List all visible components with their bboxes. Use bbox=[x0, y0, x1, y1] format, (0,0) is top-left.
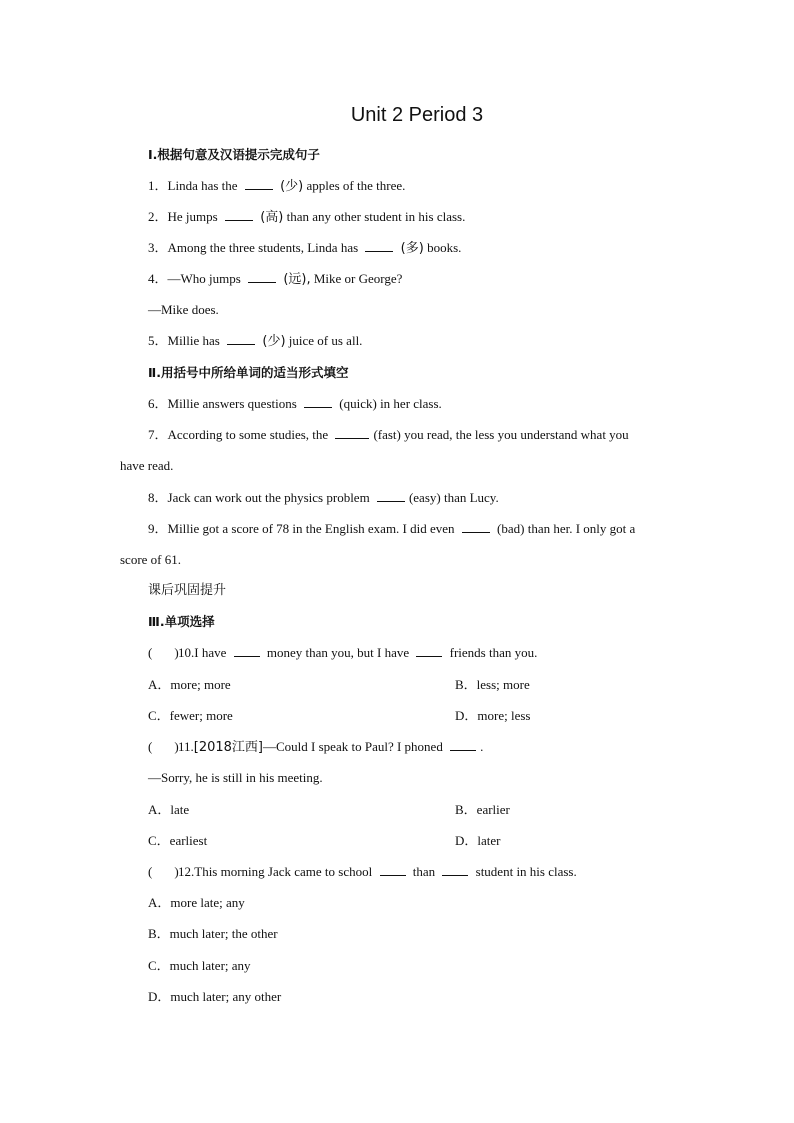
answer-blank[interactable] bbox=[450, 738, 476, 751]
question-10 bbox=[148, 644, 537, 662]
option-d[interactable]: D．more; less bbox=[455, 708, 531, 723]
question-8 bbox=[148, 489, 499, 507]
question-number: 8． bbox=[148, 490, 168, 505]
question-2 bbox=[148, 208, 465, 227]
question-text: Mike or George? bbox=[313, 271, 403, 286]
option-b[interactable]: B．earlier bbox=[455, 802, 510, 817]
question-text: friends than you. bbox=[449, 645, 538, 660]
question-text: Jack can work out the physics problem bbox=[167, 490, 370, 505]
question-number: 6． bbox=[148, 396, 168, 411]
option-a[interactable]: A．late bbox=[148, 802, 190, 817]
question-text: I have bbox=[194, 645, 227, 660]
answer-blank[interactable] bbox=[227, 332, 255, 345]
answer-blank[interactable] bbox=[335, 426, 369, 439]
question-text: Millie got a score of 78 in the English exam. I did even bbox=[167, 521, 455, 536]
question-number: 5． bbox=[148, 333, 168, 348]
hint: (远), bbox=[283, 272, 311, 287]
question-5 bbox=[148, 332, 362, 351]
question-number: 1． bbox=[148, 178, 168, 193]
source-tag: [2018江西] bbox=[193, 740, 264, 755]
question-number: 12. bbox=[178, 864, 195, 879]
question-11 bbox=[148, 738, 483, 757]
question-text: than any other student in his class. bbox=[286, 209, 466, 224]
section-2-heading: Ⅱ.用括号中所给单词的适当形式填空 bbox=[148, 365, 349, 380]
question-7 bbox=[148, 426, 629, 444]
question-11-reply: —Sorry, he is still in his meeting. bbox=[148, 770, 323, 785]
question-7-continued: have read. bbox=[120, 458, 174, 473]
answer-blank[interactable] bbox=[304, 395, 332, 408]
question-text: Millie answers questions bbox=[167, 396, 297, 411]
question-text: He jumps bbox=[167, 209, 218, 224]
section-1-heading: Ⅰ.根据句意及汉语提示完成句子 bbox=[148, 147, 320, 162]
option-a[interactable]: A．more late; any bbox=[148, 895, 245, 910]
answer-paren[interactable]: ( ) bbox=[148, 739, 179, 754]
answer-blank[interactable] bbox=[416, 644, 442, 657]
answer-blank[interactable] bbox=[225, 208, 253, 221]
question-text: According to some studies, the bbox=[167, 427, 329, 442]
question-12 bbox=[148, 863, 577, 881]
hint: (多) bbox=[400, 241, 424, 256]
question-number: 4． bbox=[148, 271, 168, 286]
hint: (少) bbox=[280, 179, 304, 194]
question-text: Among the three students, Linda has bbox=[167, 240, 359, 255]
answer-blank[interactable] bbox=[377, 489, 405, 502]
option-c[interactable]: C．fewer; more bbox=[148, 708, 233, 723]
question-4 bbox=[148, 270, 402, 289]
question-number: 2． bbox=[148, 209, 168, 224]
question-number: 10. bbox=[178, 645, 195, 660]
question-text: . bbox=[480, 739, 484, 754]
question-4-reply: —Mike does. bbox=[148, 302, 219, 317]
answer-blank[interactable] bbox=[365, 239, 393, 252]
page-title: Unit 2 Period 3 bbox=[350, 104, 484, 126]
question-text: This morning Jack came to school bbox=[194, 864, 373, 879]
answer-blank[interactable] bbox=[380, 863, 406, 876]
question-text: —Could I speak to Paul? I phoned bbox=[263, 739, 443, 754]
option-b[interactable]: B．much later; the other bbox=[148, 926, 278, 941]
question-number: 3． bbox=[148, 240, 168, 255]
question-text: Millie has bbox=[167, 333, 220, 348]
answer-blank[interactable] bbox=[234, 644, 260, 657]
option-d[interactable]: D．much later; any other bbox=[148, 989, 282, 1004]
option-c[interactable]: C．much later; any bbox=[148, 958, 251, 973]
answer-blank[interactable] bbox=[248, 270, 276, 283]
answer-blank[interactable] bbox=[442, 863, 468, 876]
question-text: —Who jumps bbox=[167, 271, 241, 286]
question-9 bbox=[148, 520, 635, 538]
answer-paren[interactable]: ( ) bbox=[148, 864, 179, 879]
option-a[interactable]: A．more; more bbox=[148, 677, 231, 692]
question-text: (bad) than her. I only got a bbox=[497, 521, 636, 536]
question-number: 11. bbox=[178, 739, 194, 754]
question-text: Linda has the bbox=[167, 178, 238, 193]
question-1 bbox=[148, 177, 405, 196]
hint: (少) bbox=[262, 334, 286, 349]
after-class-heading: 课后巩固提升 bbox=[148, 583, 227, 598]
option-d[interactable]: D．later bbox=[455, 833, 501, 848]
answer-blank[interactable] bbox=[245, 177, 273, 190]
option-c[interactable]: C．earliest bbox=[148, 833, 208, 848]
hint: (高) bbox=[260, 210, 284, 225]
question-text: student in his class. bbox=[475, 864, 577, 879]
section-3-heading: Ⅲ.单项选择 bbox=[148, 614, 215, 629]
question-text: (easy) than Lucy. bbox=[408, 490, 499, 505]
answer-paren[interactable]: ( ) bbox=[148, 645, 179, 660]
question-number: 9． bbox=[148, 521, 168, 536]
question-text: than bbox=[412, 864, 436, 879]
question-text: apples of the three. bbox=[306, 178, 406, 193]
question-text: (quick) in her class. bbox=[339, 396, 442, 411]
question-number: 7． bbox=[148, 427, 168, 442]
question-text: books. bbox=[427, 240, 462, 255]
question-9-continued: score of 61. bbox=[120, 552, 182, 567]
question-6 bbox=[148, 395, 442, 413]
answer-blank[interactable] bbox=[462, 520, 490, 533]
question-text: money than you, but I have bbox=[266, 645, 410, 660]
option-b[interactable]: B．less; more bbox=[455, 677, 530, 692]
question-3 bbox=[148, 239, 461, 258]
question-text: juice of us all. bbox=[288, 333, 363, 348]
question-text: (fast) you read, the less you understand what you bbox=[373, 427, 629, 442]
